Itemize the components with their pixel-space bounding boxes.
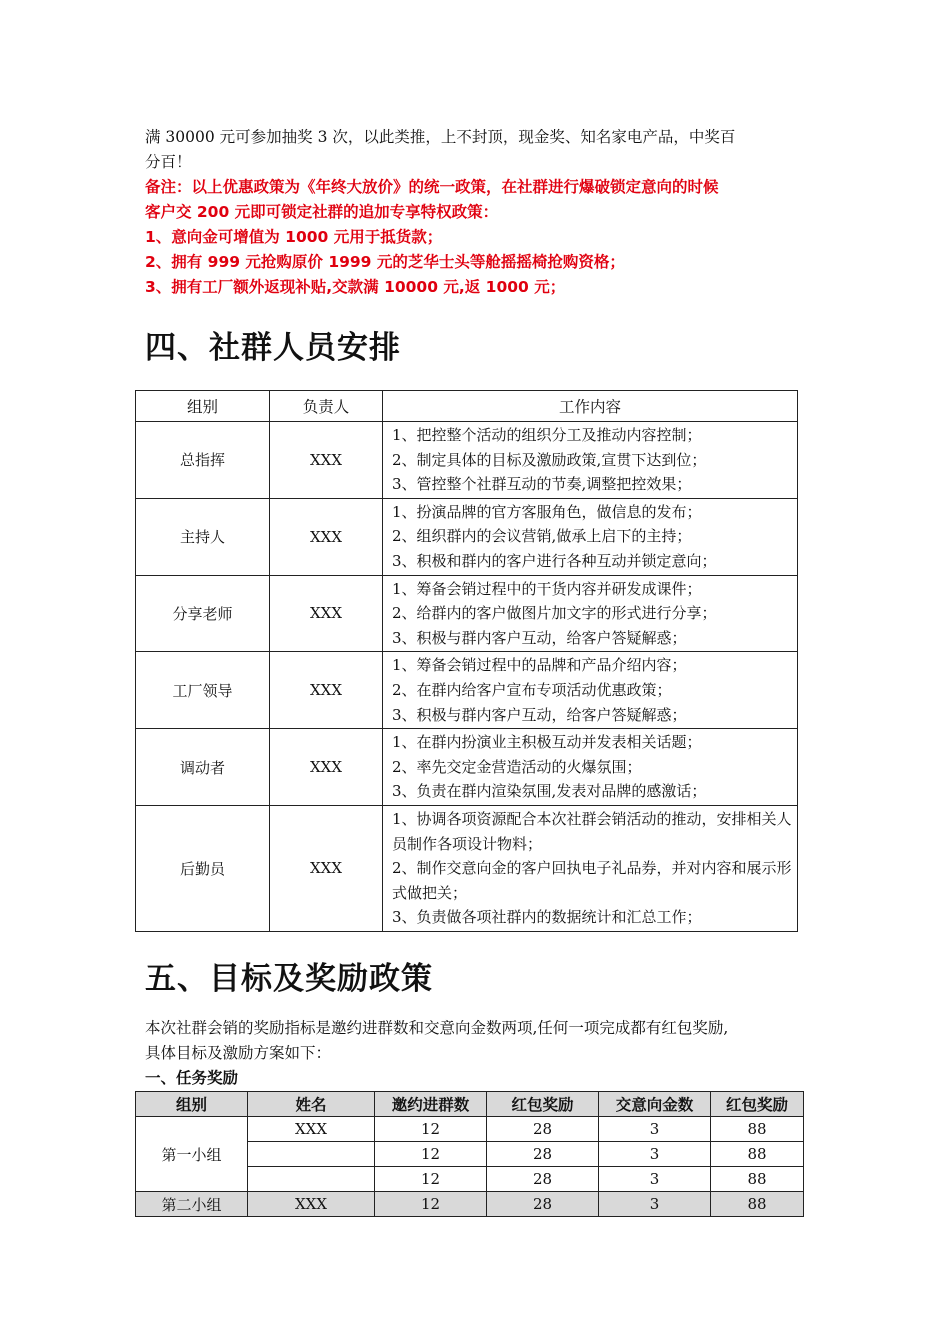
duty-item: 3、积极与群内客户互动，给客户答疑解惑； <box>392 628 687 647</box>
duty-item: 2、率先交定金营造活动的火爆氛围； <box>392 757 642 776</box>
invites-cell: 12 <box>375 1167 487 1192</box>
deposits-cell: 3 <box>599 1167 711 1192</box>
intro-line-1: 满 30000 元可参加抽奖 3 次，以此类推，上不封顶，现金奖、知名家电产品，中奖百 <box>145 128 736 146</box>
person-cell: XXX <box>248 1117 375 1142</box>
role-cell: 总指挥 <box>136 422 270 499</box>
bonus-cell: 88 <box>711 1167 804 1192</box>
table-row <box>136 575 798 652</box>
person-cell <box>248 1142 375 1167</box>
role-cell: 主持人 <box>136 498 270 575</box>
duties-cell <box>383 422 798 499</box>
owner-cell: XXX <box>270 652 383 729</box>
duties-cell <box>383 729 798 806</box>
table-row <box>136 422 798 499</box>
group-cell: 第一小组 <box>136 1117 248 1192</box>
duties-cell <box>383 805 798 931</box>
duties-cell <box>383 652 798 729</box>
owner-cell: XXX <box>270 575 383 652</box>
duty-item: 1、筹备会销过程中的干货内容并研发成课件； <box>392 579 702 598</box>
owner-cell: XXX <box>270 729 383 806</box>
person-cell <box>248 1167 375 1192</box>
duty-item: 1、扮演品牌的官方客服角色，做信息的发布； <box>392 502 702 521</box>
table-row <box>136 1117 804 1142</box>
duty-item: 1、把控整个活动的组织分工及推动内容控制； <box>392 426 702 444</box>
duty-item: 2、制定具体的目标及激励政策,宣贯下达到位； <box>392 450 707 469</box>
bonus-cell: 28 <box>487 1142 599 1167</box>
header-deposits: 交意向金数 <box>599 1092 711 1117</box>
duty-item: 1、在群内扮演业主积极互动并发表相关话题； <box>392 733 702 752</box>
deposits-cell: 3 <box>599 1117 711 1142</box>
header-owner: 负责人 <box>270 391 383 422</box>
bonus-cell: 28 <box>487 1192 599 1217</box>
table-row <box>136 652 798 729</box>
staff-arrangement-table <box>135 390 798 932</box>
duty-item: 1、协调各项资源配合本次社群会销活动的推动，安排相关人员制作各项设计物料； <box>392 809 792 853</box>
header-bonus: 红包奖励 <box>711 1092 804 1117</box>
note-line: 3、拥有工厂额外返现补贴,交款满 10000 元,返 1000 元； <box>145 278 566 296</box>
duty-item: 3、负责在群内渲染氛围,发表对品牌的感激话； <box>392 782 707 801</box>
group-cell: 第二小组 <box>136 1192 248 1217</box>
duty-item: 2、在群内给客户宣布专项活动优惠政策； <box>392 680 672 699</box>
invites-cell: 12 <box>375 1192 487 1217</box>
bonus-cell: 28 <box>487 1117 599 1142</box>
header-duties: 工作内容 <box>383 391 798 422</box>
bonus-cell: 88 <box>711 1142 804 1167</box>
table-row <box>136 729 798 806</box>
invites-cell: 12 <box>375 1117 487 1142</box>
note-line: 客户交 200 元即可锁定社群的追加专享特权政策： <box>145 203 499 221</box>
invites-cell: 12 <box>375 1142 487 1167</box>
header-bonus: 红包奖励 <box>487 1092 599 1117</box>
owner-cell: XXX <box>270 422 383 499</box>
section-5-heading: 五、目标及奖励政策 <box>145 961 433 997</box>
header-group: 组别 <box>136 1092 248 1117</box>
duty-item: 3、管控整个社群互动的节奏,调整把控效果； <box>392 475 692 494</box>
person-cell: XXX <box>248 1192 375 1217</box>
table-row <box>136 805 798 931</box>
duty-item: 3、负责做各项社群内的数据统计和汇总工作； <box>392 908 702 927</box>
header-name: 姓名 <box>248 1092 375 1117</box>
table-header-row <box>136 391 798 422</box>
note-line: 备注：以上优惠政策为《年终大放价》的统一政策，在社群进行爆破锁定意向的时候 <box>145 178 719 196</box>
table-row <box>136 498 798 575</box>
duty-item: 3、积极和群内的客户进行各种互动并锁定意向； <box>392 551 717 570</box>
role-cell: 调动者 <box>136 729 270 806</box>
deposits-cell: 3 <box>599 1142 711 1167</box>
deposits-cell: 3 <box>599 1192 711 1217</box>
role-cell: 工厂领导 <box>136 652 270 729</box>
duty-item: 2、制作交意向金的客户回执电子礼品券，并对内容和展示形式做把关； <box>392 859 792 902</box>
intro-line-2: 分百！ <box>145 153 192 171</box>
section-4-heading: 四、社群人员安排 <box>145 330 401 366</box>
task-reward-subtitle: 一、任务奖励 <box>145 1069 239 1087</box>
role-cell: 分享老师 <box>136 575 270 652</box>
duty-item: 1、筹备会销过程中的品牌和产品介绍内容； <box>392 656 687 675</box>
task-reward-table <box>135 1091 804 1217</box>
role-cell: 后勤员 <box>136 805 270 931</box>
duties-cell <box>383 575 798 652</box>
duties-cell <box>383 498 798 575</box>
duty-item: 2、给群内的客户做图片加文字的形式进行分享； <box>392 604 717 623</box>
table-header-row <box>136 1092 804 1117</box>
header-group: 组别 <box>136 391 270 422</box>
header-invites: 邀约进群数 <box>375 1092 487 1117</box>
owner-cell: XXX <box>270 498 383 575</box>
section-5-paragraph-line-1: 本次社群会销的奖励指标是邀约进群数和交意向金数两项,任何一项完成都有红包奖励, <box>145 1019 729 1037</box>
bonus-cell: 88 <box>711 1117 804 1142</box>
duty-item: 3、积极与群内客户互动，给客户答疑解惑； <box>392 705 687 724</box>
section-5-paragraph-line-2: 具体目标及激励方案如下： <box>145 1044 332 1062</box>
table-row <box>136 1192 804 1217</box>
bonus-cell: 88 <box>711 1192 804 1217</box>
duty-item: 2、组织群内的会议营销,做承上启下的主持； <box>392 527 692 546</box>
note-line: 2、拥有 999 元抢购原价 1999 元的芝华士头等舱摇摇椅抢购资格； <box>145 253 625 271</box>
owner-cell: XXX <box>270 805 383 931</box>
note-line: 1、意向金可增值为 1000 元用于抵货款； <box>145 228 443 246</box>
bonus-cell: 28 <box>487 1167 599 1192</box>
